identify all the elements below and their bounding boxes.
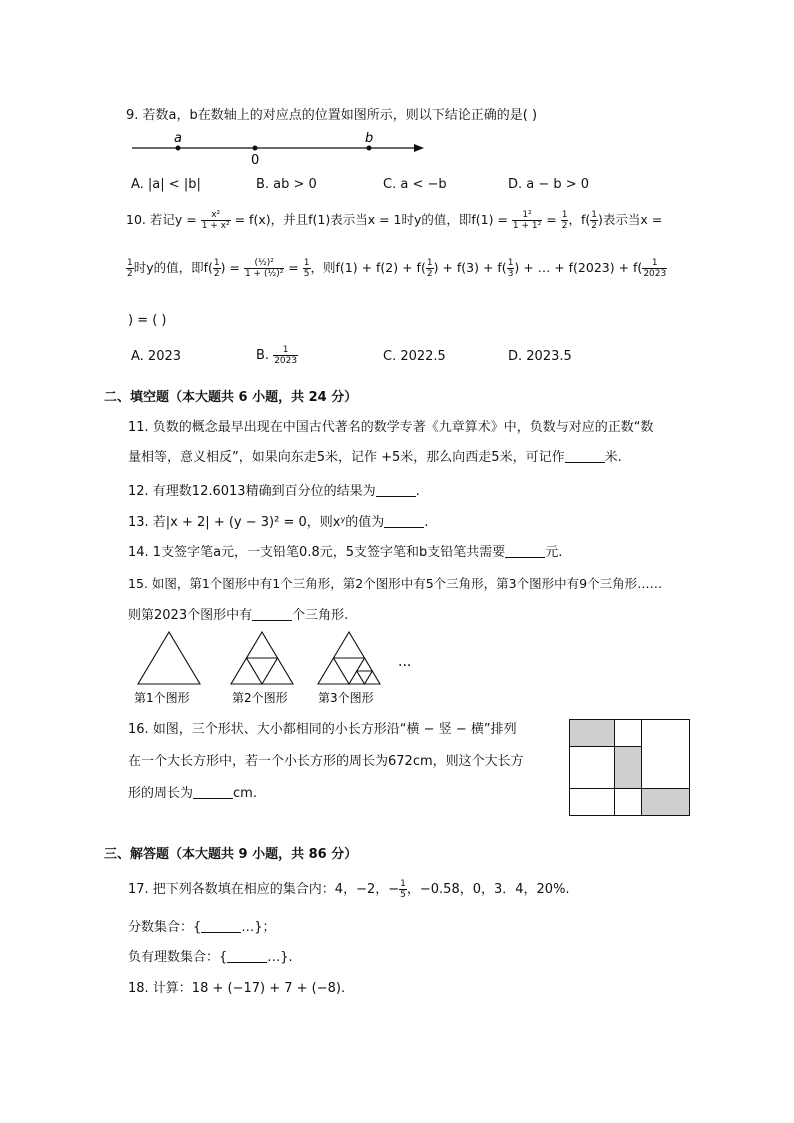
- q15-line1: 15. 如图，第1个图形中有1个三角形，第2个图形中有5个三角形，第3个图形中有9个三角形……: [128, 576, 663, 591]
- q9-option-d: D. a − b > 0: [508, 177, 590, 192]
- q12: 12. 有理数12.6013精确到百分位的结果为 .: [128, 484, 420, 499]
- label-a: a: [174, 131, 182, 146]
- q17-set-fractions: 分数集合：{ …}；: [128, 920, 276, 935]
- q10-line2: $\frac{1}{2}$ 时y的值，即f( $\frac{1}{2}$ ) = $\frac{\text{(½)²}}{\text{1 + (½)²}}$ = $\frac{1}{5}$ ，则f(1) + f(2) + f( $\frac{1}{2}$ ) + f(3) + f( $\frac{1}{3}$ ) + … + f(2023) + f( $\frac{1}{2023}$: [127, 258, 667, 279]
- small-rectangle-1: [570, 720, 615, 747]
- triangle-figure-2: [231, 632, 293, 684]
- q10-option-c: C. 2022.5: [383, 349, 446, 364]
- caption-figure-2: 第2个图形: [232, 691, 288, 705]
- q12-answer-blank: [376, 484, 416, 497]
- q17-line1: 17. 把下列各数填在相应的集合内：4，−2，− $\frac{1}{5}$ ，−0.58，0，3．4̇，20%.: [128, 879, 570, 900]
- number-line-arrow: [414, 144, 424, 152]
- q9-option-b: B. ab > 0: [256, 177, 317, 192]
- point-a: [176, 146, 181, 151]
- section-2-heading: 二、填空题（本大题共 6 小题，共 24 分）: [104, 390, 358, 405]
- triangle-figures: [130, 628, 430, 710]
- small-rectangle-2: [615, 747, 642, 789]
- small-rectangle-3: [642, 789, 690, 816]
- caption-figure-3: 第3个图形: [318, 691, 374, 705]
- triangle-figure-3: [318, 632, 380, 684]
- q9-option-c: C. a < −b: [383, 177, 447, 192]
- q13: 13. 若|x + 2| + (y − 3)² = 0，则xʸ的值为 .: [128, 515, 429, 530]
- q17-negative-blank: [227, 950, 267, 963]
- q17-set-negative: 负有理数集合：{ …}.: [128, 950, 293, 965]
- q14-answer-blank: [505, 545, 545, 558]
- section-3-heading: 三、解答题（本大题共 9 小题，共 86 分）: [104, 847, 358, 862]
- q9-option-a: A. |a| < |b|: [131, 177, 201, 192]
- q16-line3: 形的周长为 cm.: [128, 786, 257, 801]
- q10-option-d: D. 2023.5: [508, 349, 572, 364]
- label-b: b: [365, 131, 374, 146]
- triangle-figure-1: [138, 632, 200, 684]
- q10-option-a: A. 2023: [131, 349, 182, 364]
- point-b: [367, 146, 372, 151]
- q15-answer-blank: [252, 608, 292, 621]
- q10-line1: 10. 若记y = $\frac{\text{x²}}{\text{1 + x²}}$ = f(x)，并且f(1)表示当x = 1时y的值，即f(1) = $\frac{\text{1²}}{\text{1 + 1²}}$ = $\frac{1}{2}$ ，f( $\frac{1}{2}$ )表示当x =: [126, 210, 663, 231]
- label-zero: 0: [251, 153, 260, 168]
- q18: 18. 计算：18 + (−17) + 7 + (−8).: [128, 981, 346, 996]
- q14: 14. 1支签字笔a元，一支铅笔0.8元，5支签字笔和b支铅笔共需要 元.: [128, 545, 563, 560]
- q15-line2: 则第2023个图形中有 个三角形.: [128, 608, 349, 623]
- q16-line1: 16. 如图，三个形状、大小都相同的小长方形沿“横 − 竖 − 横”排列: [128, 722, 517, 737]
- q9-stem: 9. 若数a，b在数轴上的对应点的位置如图所示，则以下结论正确的是( ): [126, 108, 538, 123]
- q13-answer-blank: [384, 515, 424, 528]
- number-line-figure: [128, 128, 428, 168]
- q11-answer-blank: [565, 450, 605, 463]
- ellipsis: ···: [398, 658, 412, 674]
- rectangle-figure: [569, 719, 691, 817]
- q10-line3: ) = ( ): [128, 313, 167, 328]
- q11-line2: 量相等，意义相反”，如果向东走5米，记作 +5米，那么向西走5米，可记作 米.: [128, 450, 622, 465]
- caption-figure-1: 第1个图形: [134, 691, 190, 705]
- point-zero: [253, 146, 258, 151]
- q16-answer-blank: [193, 786, 233, 799]
- q10-option-b: B. $\frac{1}{2023}$: [256, 345, 298, 366]
- q11-line1: 11. 负数的概念最早出现在中国古代著名的数学专著《九章算术》中，负数与对应的正数“数: [128, 420, 654, 435]
- q17-fraction-blank: [201, 920, 241, 933]
- q16-line2: 在一个大长方形中，若一个小长方形的周长为672cm，则这个大长方: [128, 754, 524, 769]
